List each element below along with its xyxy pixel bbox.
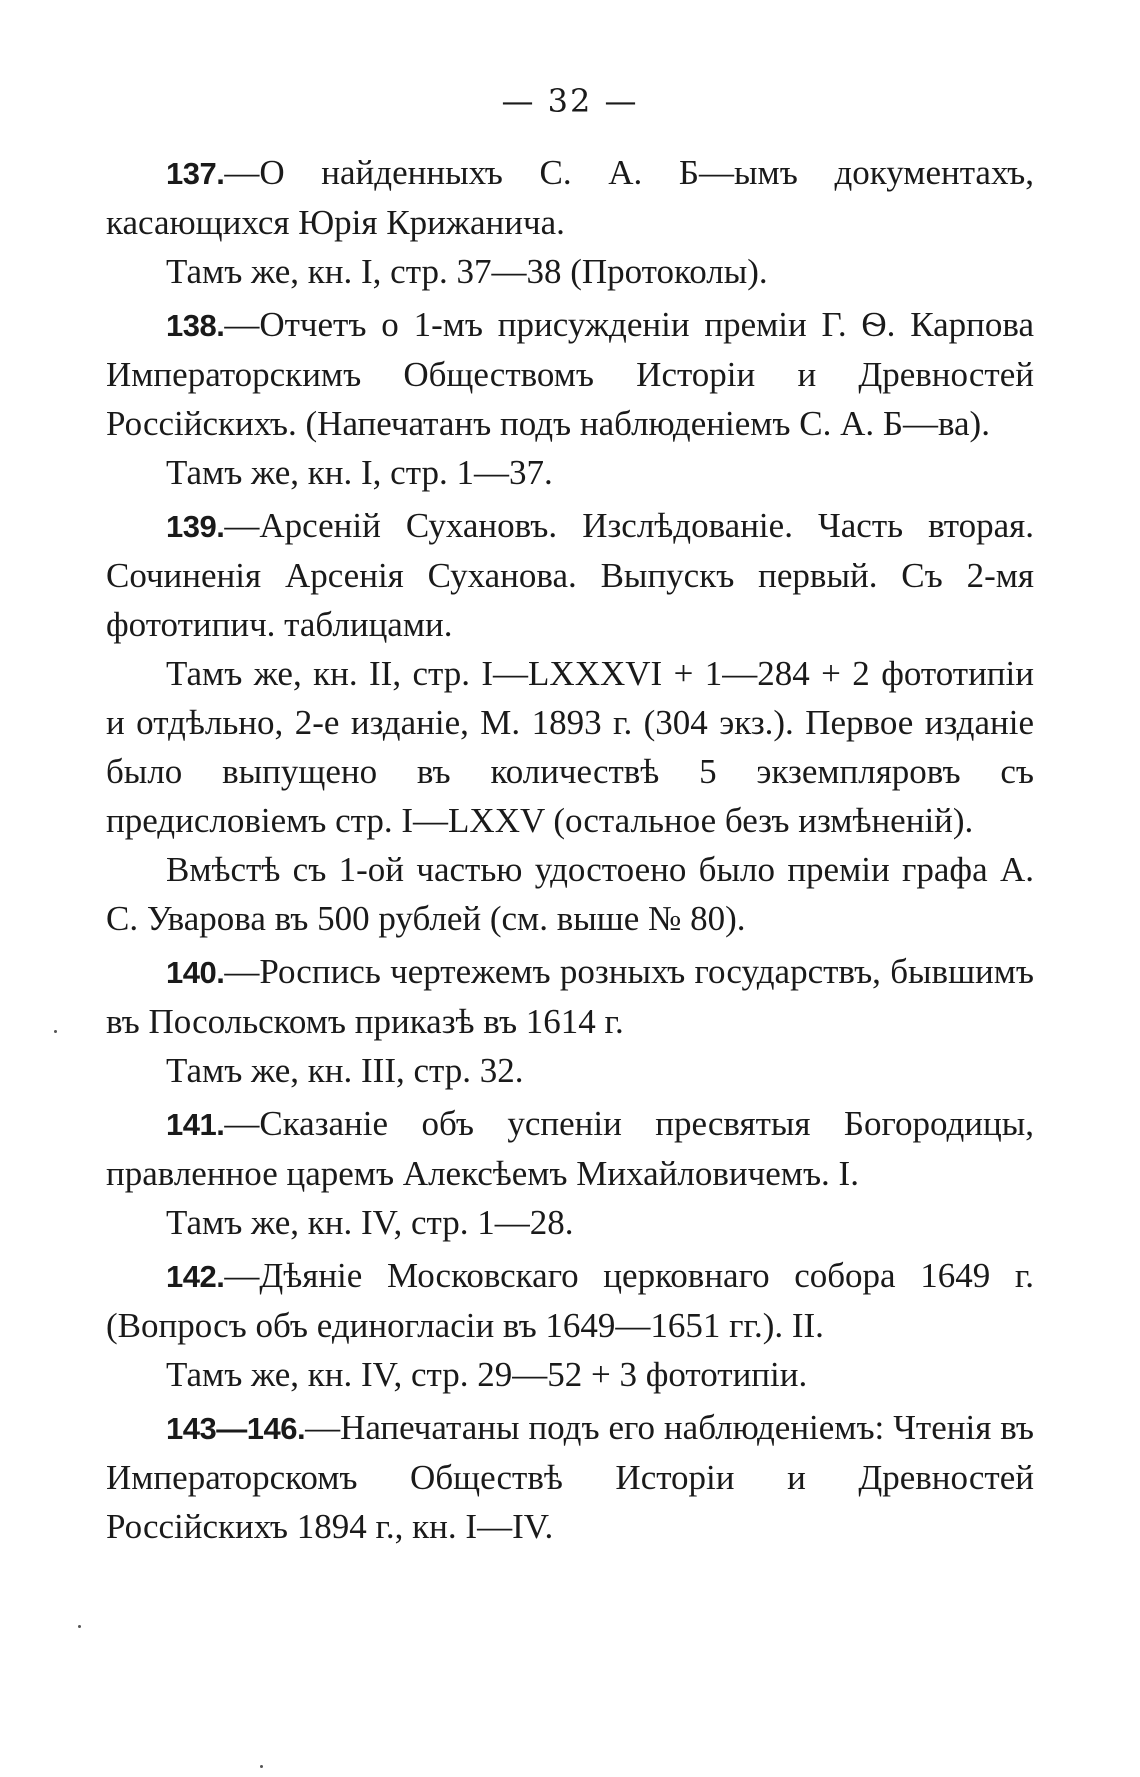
entry-number: 137. xyxy=(166,156,225,191)
entry-title-paragraph xyxy=(106,1403,1034,1551)
entry-note: Тамъ же, кн. IV, стр. 1—28. xyxy=(166,1203,574,1242)
entry-title-paragraph xyxy=(106,1251,1034,1350)
entry-title: —О найденныхъ С. А. Б—ымъ документахъ, касающихся Юрія Крижанича. xyxy=(106,153,1034,242)
entry-137 xyxy=(106,148,1034,296)
entry-number: 143—146. xyxy=(166,1411,306,1446)
entry-141 xyxy=(106,1099,1034,1247)
entry-number: 138. xyxy=(166,308,225,343)
entry-title-paragraph xyxy=(106,501,1034,649)
entry-title: —Напечатаны подъ его наблюденіемъ: Чтенія въ Императорскомъ Обществѣ Исторіи и Древностей Россійскихъ 1894 г., кн. I—IV. xyxy=(106,1408,1034,1546)
entry-140 xyxy=(106,947,1034,1095)
entry-139 xyxy=(106,501,1034,943)
entry-142 xyxy=(106,1251,1034,1399)
entry-title: —Отчетъ о 1-мъ присужденіи преміи Г. Ѳ. Карпова Императорскимъ Обществомъ Исторіи и Древностей Россійскихъ. (Напечатанъ подъ наблюденіемъ С. А. Б—ва). xyxy=(106,305,1034,443)
entry-note: Тамъ же, кн. II, стр. I—LXXXVI + 1—284 + 2 фототипіи и отдѣльно, 2-е изданіе, М. 1893 г. (304 экз.). Первое изданіе было выпущено въ количествѣ 5 экземпляровъ съ предисловіемъ стр. I—LXXV (остальное безъ измѣненій). xyxy=(106,654,1034,840)
entry-138 xyxy=(106,300,1034,497)
entry-title: —Сказаніе объ успеніи пресвятыя Богородицы, правленное царемъ Алексѣемъ Михайловичемъ. I. xyxy=(106,1104,1034,1193)
entry-note: Вмѣстѣ съ 1-ой частью удостоено было преміи графа А. С. Уварова въ 500 рублей (см. выше № 80). xyxy=(106,850,1034,938)
entry-title: —Дѣяніе Московскаго церковнаго собора 1649 г. (Вопросъ объ единогласіи въ 1649—1651 гг.). II. xyxy=(106,1256,1034,1345)
entry-number: 141. xyxy=(166,1107,225,1142)
entry-title-paragraph xyxy=(106,1099,1034,1198)
entry-number: 139. xyxy=(166,509,225,544)
entry-title-paragraph xyxy=(106,947,1034,1046)
scan-speck xyxy=(260,1765,263,1768)
page-number: — 32 — xyxy=(501,82,639,120)
entry-number: 142. xyxy=(166,1259,225,1294)
entry-note: Тамъ же, кн. IV, стр. 29—52 + 3 фототипіи. xyxy=(166,1355,808,1394)
entry-note: Тамъ же, кн. I, стр. 37—38 (Протоколы). xyxy=(166,252,768,291)
entry-title-paragraph xyxy=(106,148,1034,247)
entry-title-paragraph xyxy=(106,300,1034,448)
entry-143-146 xyxy=(106,1403,1034,1551)
entry-note: Тамъ же, кн. I, стр. 1—37. xyxy=(166,453,553,492)
entry-list xyxy=(106,148,1034,1555)
scan-speck xyxy=(78,1625,81,1628)
entry-title: —Роспись чертежемъ розныхъ государствъ, бывшимъ въ Посольскомъ приказѣ въ 1614 г. xyxy=(106,952,1034,1041)
entry-number: 140. xyxy=(166,955,225,990)
entry-note: Тамъ же, кн. III, стр. 32. xyxy=(166,1051,524,1090)
entry-title: —Арсеній Сухановъ. Изслѣдованіе. Часть вторая. Сочиненія Арсенія Суханова. Выпускъ первый. Съ 2-мя фототипич. таблицами. xyxy=(106,506,1034,644)
scan-speck xyxy=(54,1030,57,1033)
